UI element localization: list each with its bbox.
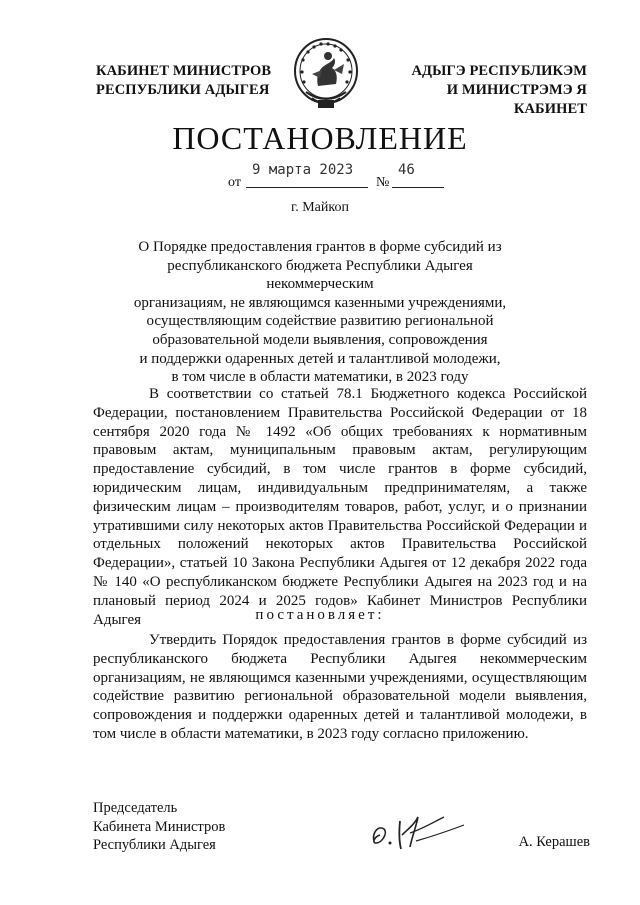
city: г. Майкоп (291, 200, 349, 215)
signatory-line1: Председатель (93, 800, 178, 816)
date-number-row (228, 162, 458, 190)
subject-line: образовательной модели выявления, сопровождения (152, 331, 488, 348)
document-title: ПОСТАНОВЛЕНИЕ (172, 120, 468, 156)
header-right (372, 62, 587, 119)
subject-line: осуществляющим содействие развитию региональной (146, 313, 494, 330)
header-left (96, 62, 286, 100)
subject-line: О Порядке предоставления грантов в форме субсидий из (138, 239, 502, 255)
signatory-title (93, 799, 313, 855)
date-prefix: от (228, 175, 241, 190)
handwritten-signature (366, 803, 470, 855)
subject-line: организациям, не являющимся казенными учреждениями, (133, 294, 507, 311)
body-paragraph-2: Утвердить Порядок предоставления грантов в форме субсидий из республиканского бюджета Республики Адыгея некоммерческим организациям, не являющимся казенными учреждениями, осуществляющим содействие развитию региональной образовательной модели выявления, сопровождения и поддержки одаренных детей и талантливой молодежи, в том числе в области математики, в 2023 году согласно приложению. (93, 632, 587, 742)
signatory-name: А. Керашев (518, 834, 590, 850)
number-value: 46 (398, 162, 415, 178)
coat-of-arms-icon (288, 34, 364, 114)
subject-line: республиканского бюджета Республики Адыгея некоммерческим (167, 257, 473, 293)
date-value: 9 марта 2023 (252, 162, 354, 178)
header-left-line2: РЕСПУБЛИКИ АДЫГЕЯ (96, 82, 270, 98)
body-paragraph-1: В соответствии со статьей 78.1 Бюджетного кодекса Российской Федерации, постановлением Правительства Российской Федерации от 18 сентября 2020 года № 1492 «Об общих требованиях к нормативным правовым актам, муниципальным правовым актам, регулирующим предоставление субсидий, в том числе грантов в форме субсидий, юридическим лицам, индивидуальным предпринимателям, а также физическим лицам – производителям товаров, работ, услуг, и о признании утратившими силу некоторых актов Правительства Российской Федерации и отдельных положений некоторых актов Правительства Российской Федерации», статьей 10 Закона Республики Адыгея от 12 декабря 2022 года № 140 «О республиканском бюджете Республики Адыгея на 2023 год и на плановый период 2024 и 2025 годов» Кабинет Министров Республики Адыгея (93, 386, 587, 628)
document-subject (112, 238, 528, 387)
subject-line: и поддержки одаренных детей и талантливой молодежи, (139, 350, 501, 367)
header-left-line1: КАБИНЕТ МИНИСТРОВ (96, 63, 272, 79)
signatory-line2: Кабинета Министров (93, 818, 226, 835)
date-underline (246, 187, 368, 188)
number-underline (392, 187, 444, 188)
resolves-heading: постановляет: (255, 607, 385, 623)
header-right-line2: И МИНИСТРЭМЭ Я КАБИНЕТ (446, 82, 587, 117)
signatory-line3: Республики Адыгея (93, 837, 216, 853)
header-right-line1: АДЫГЭ РЕСПУБЛИКЭМ (411, 63, 587, 79)
number-prefix: № (376, 175, 390, 190)
subject-line: в том числе в области математики, в 2023 году (171, 369, 469, 386)
